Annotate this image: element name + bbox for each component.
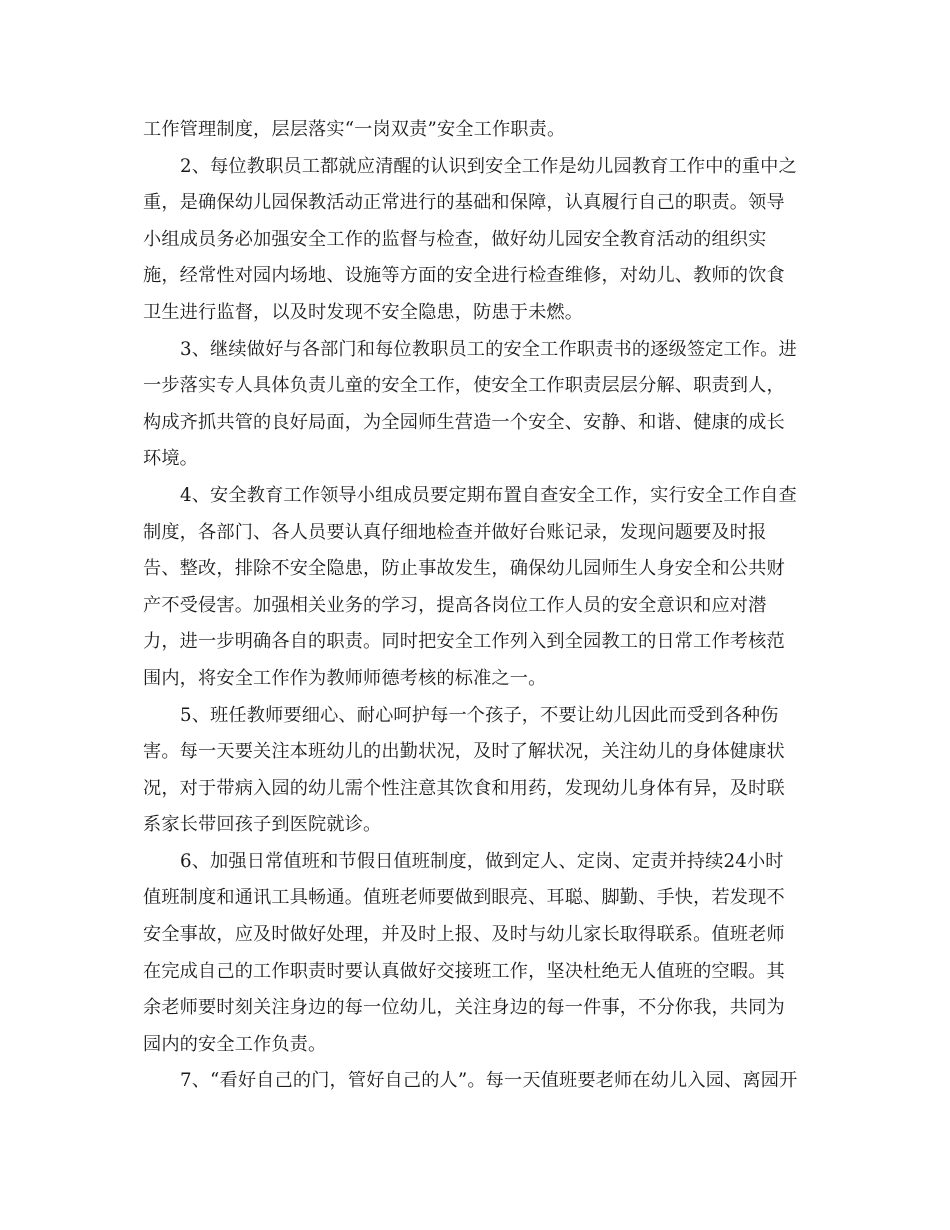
text-line: 安全事故，应及时做好处理，并及时上报、及时与幼儿家长取得联系。值班老师 xyxy=(143,924,785,946)
text-line: 卫生进行监督，以及时发现不安全隐患，防患于未燃。 xyxy=(143,301,584,323)
text-line: 小组成员务必加强安全工作的监督与检查，做好幼儿园安全教育活动的组织实 xyxy=(143,228,767,250)
paragraph-7-line: 7、“看好自己的门，管好自己的人”。每一天值班要老师在幼儿入园、离园开 xyxy=(180,1070,798,1092)
text-line: 园内的安全工作负责。 xyxy=(143,1033,327,1055)
text-line: 构成齐抓共管的良好局面，为全园师生营造一个安全、安静、和谐、健康的成长 xyxy=(143,411,785,433)
paragraph-6-line: 6、加强日常值班和节假日值班制度，做到定人、定岗、定责并持续24小时 xyxy=(180,850,784,872)
text-line: 害。每一天要关注本班幼儿的出勤状况，及时了解状况，关注幼儿的身体健康状 xyxy=(143,741,785,763)
paragraph-5-line: 5、班任教师要细心、耐心呵护每一个孩子，不要让幼儿因此而受到各种伤 xyxy=(180,704,779,726)
text-line: 力，进一步明确各自的职责。同时把安全工作列入到全园教工的日常工作考核范 xyxy=(143,631,785,653)
text-line: 一步落实专人具体负责儿童的安全工作，使安全工作职责层层分解、职责到人， xyxy=(143,375,785,397)
text-line: 施，经常性对园内场地、设施等方面的安全进行检查维修，对幼儿、教师的饮食 xyxy=(143,265,785,287)
text-line: 告、整改，排除不安全隐患，防止事故发生，确保幼儿园师生人身安全和公共财 xyxy=(143,558,785,580)
text-line: 系家长带回孩子到医院就诊。 xyxy=(143,814,382,836)
text-line: 产不受侵害。加强相关业务的学习，提高各岗位工作人员的安全意识和应对潜 xyxy=(143,594,767,616)
text-line: 工作管理制度，层层落实“一岗双责”安全工作职责。 xyxy=(143,119,566,140)
text-line: 在完成自己的工作职责时要认真做好交接班工作，坚决杜绝无人值班的空暇。其 xyxy=(143,960,785,982)
text-line: 值班制度和通讯工具畅通。值班老师要做到眼亮、耳聪、脚勤、手快，若发现不 xyxy=(143,887,785,909)
text-line: 围内，将安全工作作为教师师德考核的标准之一。 xyxy=(143,667,547,689)
text-line: 余老师要时刻关注身边的每一位幼儿，关注身边的每一件事，不分你我，共同为 xyxy=(143,997,785,1019)
paragraph-4-line: 4、安全教育工作领导小组成员要定期布置自查安全工作，实行安全工作自查 xyxy=(180,484,797,506)
paragraph-3-line: 3、继续做好与各部门和每位教职员工的安全工作职责书的逐级签定工作。进 xyxy=(180,338,797,360)
paragraph-2-line: 2、每位教职员工都就应清醒的认识到安全工作是幼儿园教育工作中的重中之 xyxy=(180,155,797,177)
text-line: 环境。 xyxy=(143,448,199,470)
text-line: 制度，各部门、各人员要认真仔细地检查并做好台账记录，发现问题要及时报 xyxy=(143,521,767,543)
text-line: 重，是确保幼儿园保教活动正常进行的基础和保障，认真履行自己的职责。领导 xyxy=(143,192,785,214)
text-line: 况，对于带病入园的幼儿需个性注意其饮食和用药，发现幼儿身体有异，及时联 xyxy=(143,777,785,799)
document-page xyxy=(143,112,807,1100)
